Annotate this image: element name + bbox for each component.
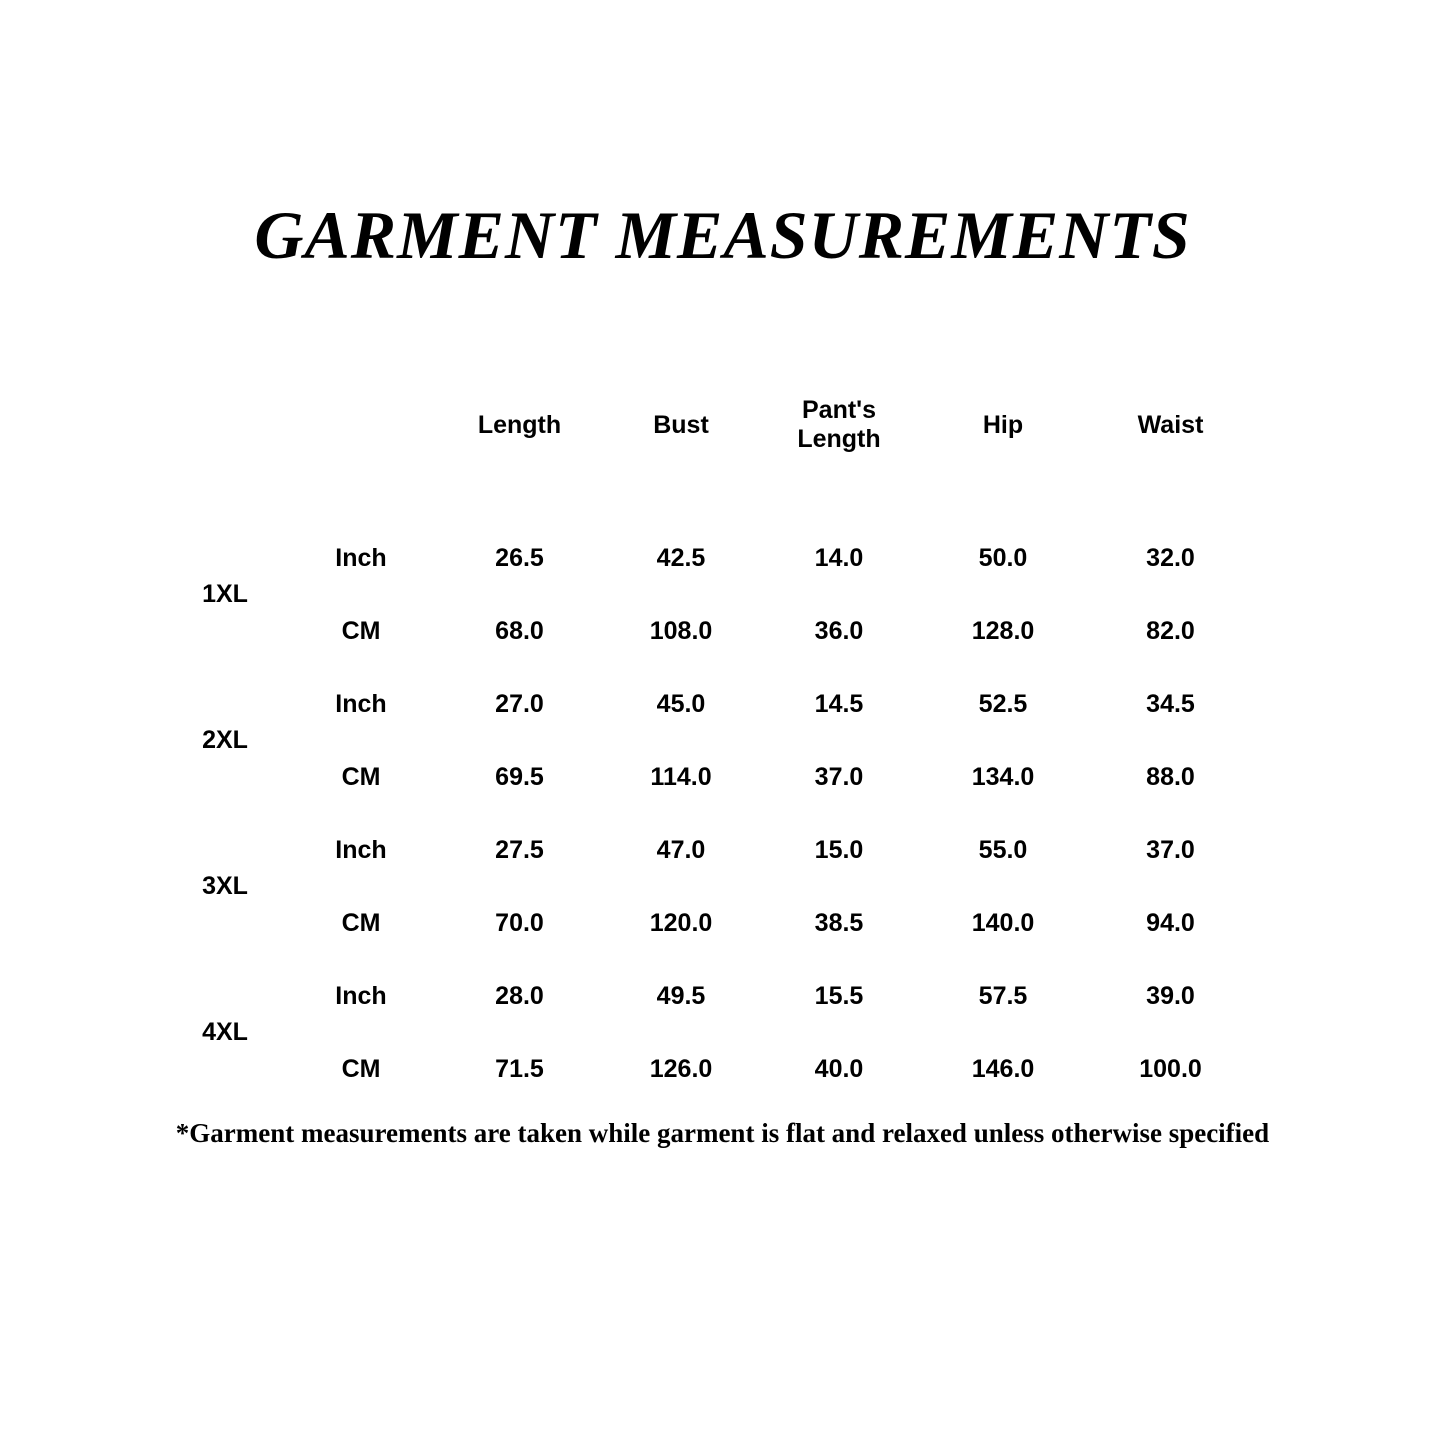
footnote-text: *Garment measurements are taken while garment is flat and relaxed unless otherwise specified <box>175 1118 1270 1148</box>
table-row <box>166 1034 1252 1104</box>
cell-2xl-cm-waist: 88.0 <box>1089 742 1252 812</box>
cell-4xl-cm-waist: 100.0 <box>1089 1034 1252 1104</box>
cell-3xl-inch-length: 27.5 <box>438 815 601 885</box>
cell-1xl-cm-bust: 108.0 <box>604 596 758 666</box>
unit-inch-4xl: Inch <box>287 961 435 1031</box>
unit-cm-4xl: CM <box>287 1034 435 1104</box>
unit-header-inch: Inch <box>304 392 367 426</box>
cell-3xl-inch-waist: 37.0 <box>1089 815 1252 885</box>
cell-1xl-inch-bust: 42.5 <box>604 523 758 593</box>
cell-3xl-cm-hip: 140.0 <box>920 888 1086 958</box>
size-label-4xl: 4XL <box>166 961 284 1104</box>
cell-2xl-inch-pants-length: 14.5 <box>761 669 917 739</box>
cell-1xl-inch-hip: 50.0 <box>920 523 1086 593</box>
cell-2xl-cm-pants-length: 37.0 <box>761 742 917 812</box>
unit-inch-3xl: Inch <box>287 815 435 885</box>
unit-header-label: Unit: <box>233 423 291 452</box>
page-title: GARMENT MEASUREMENTS <box>254 197 1191 273</box>
column-header-bust: Bust <box>604 330 758 520</box>
cell-4xl-cm-pants-length: 40.0 <box>761 1034 917 1104</box>
table-row <box>166 888 1252 958</box>
cell-1xl-cm-hip: 128.0 <box>920 596 1086 666</box>
cell-4xl-cm-bust: 126.0 <box>604 1034 758 1104</box>
cell-4xl-cm-hip: 146.0 <box>920 1034 1086 1104</box>
cell-2xl-cm-hip: 134.0 <box>920 742 1086 812</box>
garment-measurements-table <box>163 327 1255 1107</box>
cell-3xl-inch-pants-length: 15.0 <box>761 815 917 885</box>
cell-3xl-inch-hip: 55.0 <box>920 815 1086 885</box>
table-row <box>166 815 1252 885</box>
table-row <box>166 961 1252 1031</box>
unit-inch-2xl: Inch <box>287 669 435 739</box>
cell-4xl-cm-length: 71.5 <box>438 1034 601 1104</box>
cell-4xl-inch-pants-length: 15.5 <box>761 961 917 1031</box>
unit-header-cm: CM <box>316 429 356 458</box>
column-header-waist: Waist <box>1089 330 1252 520</box>
column-header-hip: Hip <box>920 330 1086 520</box>
table-header-row <box>166 330 1252 520</box>
size-label-1xl: 1XL <box>166 523 284 666</box>
column-header-pants-length: Pant's Length <box>761 330 917 520</box>
cell-2xl-cm-bust: 114.0 <box>604 742 758 812</box>
cell-1xl-cm-pants-length: 36.0 <box>761 596 917 666</box>
cell-3xl-inch-bust: 47.0 <box>604 815 758 885</box>
cell-4xl-inch-hip: 57.5 <box>920 961 1086 1031</box>
cell-3xl-cm-bust: 120.0 <box>604 888 758 958</box>
cell-2xl-cm-length: 69.5 <box>438 742 601 812</box>
cell-3xl-cm-pants-length: 38.5 <box>761 888 917 958</box>
unit-header-cell <box>166 330 435 520</box>
cell-1xl-inch-waist: 32.0 <box>1089 523 1252 593</box>
cell-1xl-inch-length: 26.5 <box>438 523 601 593</box>
table-row <box>166 742 1252 812</box>
unit-cm-2xl: CM <box>287 742 435 812</box>
size-label-2xl: 2XL <box>166 669 284 812</box>
column-header-length: Length <box>438 330 601 520</box>
cell-2xl-inch-waist: 34.5 <box>1089 669 1252 739</box>
unit-inch-1xl: Inch <box>287 523 435 593</box>
unit-cm-3xl: CM <box>287 888 435 958</box>
cell-2xl-inch-bust: 45.0 <box>604 669 758 739</box>
cell-2xl-inch-hip: 52.5 <box>920 669 1086 739</box>
cell-4xl-inch-bust: 49.5 <box>604 961 758 1031</box>
cell-1xl-cm-length: 68.0 <box>438 596 601 666</box>
cell-2xl-inch-length: 27.0 <box>438 669 601 739</box>
cell-1xl-inch-pants-length: 14.0 <box>761 523 917 593</box>
cell-4xl-inch-waist: 39.0 <box>1089 961 1252 1031</box>
cell-1xl-cm-waist: 82.0 <box>1089 596 1252 666</box>
size-label-3xl: 3XL <box>166 815 284 958</box>
table-row <box>166 669 1252 739</box>
cell-3xl-cm-waist: 94.0 <box>1089 888 1252 958</box>
measurements-table-container <box>163 327 1241 1107</box>
unit-cm-1xl: CM <box>287 596 435 666</box>
cell-4xl-inch-length: 28.0 <box>438 961 601 1031</box>
cell-3xl-cm-length: 70.0 <box>438 888 601 958</box>
table-row <box>166 523 1252 593</box>
table-row <box>166 596 1252 666</box>
